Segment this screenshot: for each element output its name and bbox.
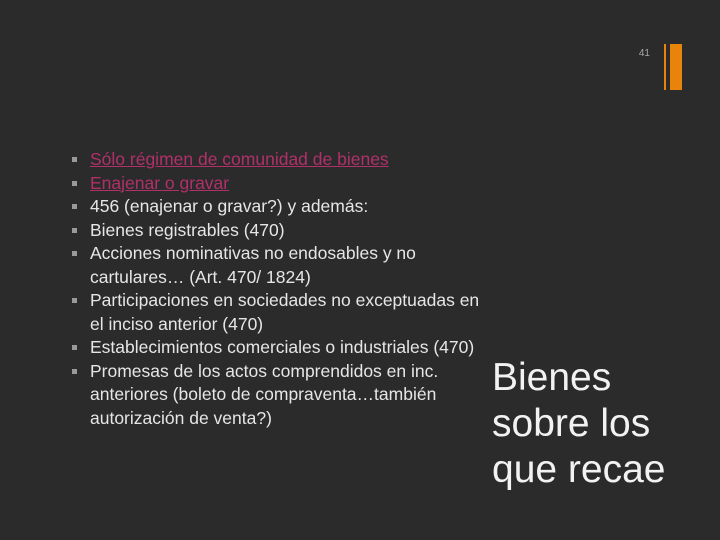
bullet-text: Promesas de los actos comprendidos en inc. anteriores (boleto de compraventa…también autorización de venta?) bbox=[90, 360, 439, 428]
bullet-marker-icon bbox=[72, 298, 77, 303]
accent-bar-thick bbox=[670, 44, 682, 90]
bullet-item-8 bbox=[72, 360, 482, 431]
bullet-marker-icon bbox=[72, 204, 77, 209]
bullet-item-2[interactable] bbox=[72, 172, 482, 196]
bullet-marker-icon bbox=[72, 369, 77, 374]
bullet-item-1[interactable] bbox=[72, 148, 482, 172]
accent-bar-thin bbox=[664, 44, 666, 90]
bullet-item-7 bbox=[72, 336, 482, 360]
bullet-link-text[interactable]: Sólo régimen de comunidad de bienes bbox=[90, 149, 389, 169]
bullet-text: Participaciones en sociedades no exceptuadas en el inciso anterior (470) bbox=[90, 290, 480, 334]
bullet-text: Bienes registrables (470) bbox=[90, 219, 285, 240]
bullet-item-5 bbox=[72, 242, 482, 289]
bullet-item-3 bbox=[72, 195, 482, 219]
slide-title: Bienes sobre los que recae bbox=[492, 356, 666, 491]
slide-number: 41 bbox=[638, 48, 650, 59]
bullet-marker-icon bbox=[72, 228, 77, 233]
bullet-marker-icon bbox=[72, 181, 77, 186]
bullet-marker-icon bbox=[72, 345, 77, 350]
bullet-link-text[interactable]: Enajenar o gravar bbox=[90, 172, 230, 193]
bullet-marker-icon bbox=[72, 157, 77, 162]
bullet-marker-icon bbox=[72, 251, 77, 256]
bullet-text: 456 (enajenar o gravar?) y además: bbox=[90, 196, 369, 216]
bullet-list bbox=[72, 148, 482, 430]
bullet-item-4 bbox=[72, 219, 482, 243]
bullet-item-6 bbox=[72, 289, 482, 336]
bullet-text: Establecimientos comerciales o industriales (470) bbox=[90, 337, 475, 357]
bullet-text: Acciones nominativas no endosables y no cartulares… (Art. 470/ 1824) bbox=[90, 243, 416, 287]
